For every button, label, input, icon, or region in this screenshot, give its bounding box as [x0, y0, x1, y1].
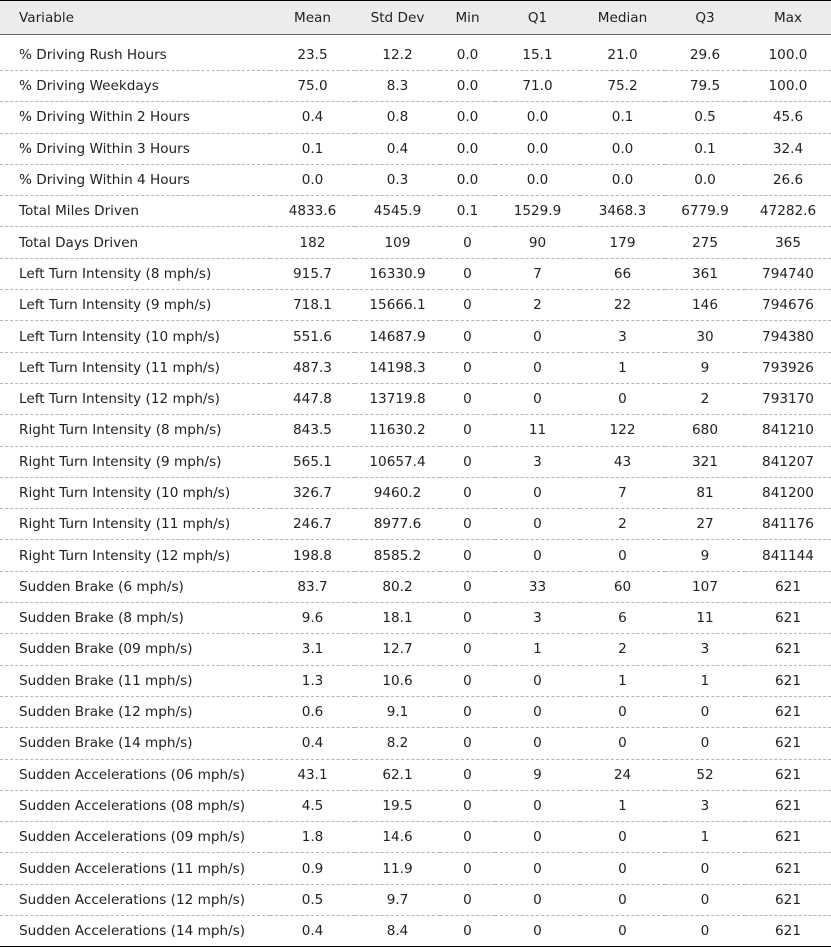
cell-q3: 0 [665, 884, 745, 915]
cell-q3: 0 [665, 728, 745, 759]
cell-variable: % Driving Within 2 Hours [0, 102, 270, 133]
table-row [0, 35, 831, 71]
cell-q1: 1529.9 [495, 196, 580, 227]
cell-q1: 0 [495, 540, 580, 571]
cell-mean: 0.1 [270, 133, 355, 164]
cell-median: 43 [580, 446, 665, 477]
cell-variable: Sudden Brake (8 mph/s) [0, 603, 270, 634]
cell-q1: 0.0 [495, 102, 580, 133]
cell-q1: 1 [495, 634, 580, 665]
cell-min: 0 [440, 603, 495, 634]
cell-std-dev: 13719.8 [355, 383, 440, 414]
cell-mean: 182 [270, 227, 355, 258]
cell-median: 0 [580, 853, 665, 884]
cell-variable: Sudden Brake (11 mph/s) [0, 665, 270, 696]
cell-median: 2 [580, 509, 665, 540]
cell-median: 1 [580, 352, 665, 383]
cell-max: 26.6 [745, 164, 831, 195]
cell-max: 621 [745, 665, 831, 696]
cell-min: 0 [440, 665, 495, 696]
table-row [0, 916, 831, 947]
cell-mean: 565.1 [270, 446, 355, 477]
header-std-dev: Std Dev [355, 1, 440, 35]
cell-median: 75.2 [580, 71, 665, 102]
cell-q3: 3 [665, 790, 745, 821]
cell-std-dev: 18.1 [355, 603, 440, 634]
cell-variable: Left Turn Intensity (8 mph/s) [0, 258, 270, 289]
cell-min: 0.0 [440, 102, 495, 133]
cell-std-dev: 8977.6 [355, 509, 440, 540]
cell-variable: Sudden Brake (09 mph/s) [0, 634, 270, 665]
cell-q3: 79.5 [665, 71, 745, 102]
cell-variable: Right Turn Intensity (11 mph/s) [0, 509, 270, 540]
cell-q3: 361 [665, 258, 745, 289]
table-row [0, 603, 831, 634]
header-mean: Mean [270, 1, 355, 35]
cell-q1: 0.0 [495, 133, 580, 164]
cell-variable: Right Turn Intensity (10 mph/s) [0, 477, 270, 508]
cell-std-dev: 0.3 [355, 164, 440, 195]
cell-q3: 52 [665, 759, 745, 790]
cell-max: 794380 [745, 321, 831, 352]
cell-q3: 680 [665, 415, 745, 446]
cell-min: 0 [440, 916, 495, 947]
cell-min: 0 [440, 853, 495, 884]
cell-median: 0 [580, 696, 665, 727]
cell-median: 66 [580, 258, 665, 289]
cell-mean: 1.3 [270, 665, 355, 696]
cell-max: 841144 [745, 540, 831, 571]
cell-variable: Sudden Brake (12 mph/s) [0, 696, 270, 727]
cell-mean: 75.0 [270, 71, 355, 102]
cell-std-dev: 14.6 [355, 822, 440, 853]
cell-median: 179 [580, 227, 665, 258]
table-header [0, 1, 831, 35]
table-body [0, 35, 831, 947]
cell-max: 621 [745, 696, 831, 727]
cell-std-dev: 9460.2 [355, 477, 440, 508]
cell-min: 0 [440, 415, 495, 446]
cell-std-dev: 12.7 [355, 634, 440, 665]
cell-mean: 43.1 [270, 759, 355, 790]
table-row [0, 540, 831, 571]
cell-mean: 3.1 [270, 634, 355, 665]
cell-mean: 9.6 [270, 603, 355, 634]
cell-q1: 0 [495, 790, 580, 821]
cell-min: 0.0 [440, 35, 495, 71]
cell-max: 841176 [745, 509, 831, 540]
cell-max: 365 [745, 227, 831, 258]
table-row [0, 790, 831, 821]
cell-std-dev: 9.7 [355, 884, 440, 915]
cell-variable: Left Turn Intensity (9 mph/s) [0, 290, 270, 321]
cell-variable: % Driving Rush Hours [0, 35, 270, 71]
cell-q1: 3 [495, 603, 580, 634]
cell-mean: 0.0 [270, 164, 355, 195]
cell-median: 0.0 [580, 133, 665, 164]
cell-mean: 198.8 [270, 540, 355, 571]
table-row [0, 258, 831, 289]
cell-min: 0.0 [440, 71, 495, 102]
cell-variable: % Driving Weekdays [0, 71, 270, 102]
cell-mean: 4833.6 [270, 196, 355, 227]
cell-median: 6 [580, 603, 665, 634]
cell-mean: 0.4 [270, 102, 355, 133]
cell-q1: 3 [495, 446, 580, 477]
cell-std-dev: 8.2 [355, 728, 440, 759]
cell-variable: Total Days Driven [0, 227, 270, 258]
cell-q1: 0 [495, 383, 580, 414]
cell-variable: Left Turn Intensity (11 mph/s) [0, 352, 270, 383]
table-row [0, 321, 831, 352]
cell-mean: 4.5 [270, 790, 355, 821]
cell-q1: 0.0 [495, 164, 580, 195]
cell-min: 0 [440, 352, 495, 383]
cell-median: 0 [580, 540, 665, 571]
table-row [0, 227, 831, 258]
table-row [0, 133, 831, 164]
cell-mean: 843.5 [270, 415, 355, 446]
cell-mean: 83.7 [270, 571, 355, 602]
header-max: Max [745, 1, 831, 35]
cell-median: 22 [580, 290, 665, 321]
cell-variable: % Driving Within 4 Hours [0, 164, 270, 195]
header-min: Min [440, 1, 495, 35]
cell-max: 793170 [745, 383, 831, 414]
table-row [0, 415, 831, 446]
cell-mean: 718.1 [270, 290, 355, 321]
cell-std-dev: 19.5 [355, 790, 440, 821]
table-row [0, 71, 831, 102]
header-variable: Variable [0, 1, 270, 35]
cell-max: 621 [745, 634, 831, 665]
cell-q1: 0 [495, 665, 580, 696]
cell-median: 0 [580, 383, 665, 414]
cell-median: 0 [580, 884, 665, 915]
cell-q3: 1 [665, 665, 745, 696]
cell-median: 0.0 [580, 164, 665, 195]
cell-min: 0.0 [440, 133, 495, 164]
cell-std-dev: 0.8 [355, 102, 440, 133]
cell-max: 621 [745, 822, 831, 853]
cell-mean: 0.9 [270, 853, 355, 884]
cell-std-dev: 11630.2 [355, 415, 440, 446]
cell-max: 794740 [745, 258, 831, 289]
cell-min: 0.1 [440, 196, 495, 227]
cell-q3: 0 [665, 916, 745, 947]
cell-median: 3468.3 [580, 196, 665, 227]
cell-min: 0 [440, 540, 495, 571]
cell-q3: 107 [665, 571, 745, 602]
cell-std-dev: 14198.3 [355, 352, 440, 383]
cell-mean: 326.7 [270, 477, 355, 508]
cell-q3: 321 [665, 446, 745, 477]
cell-q3: 275 [665, 227, 745, 258]
table-row [0, 634, 831, 665]
cell-std-dev: 14687.9 [355, 321, 440, 352]
table-row [0, 290, 831, 321]
cell-q3: 6779.9 [665, 196, 745, 227]
cell-median: 0 [580, 916, 665, 947]
cell-std-dev: 62.1 [355, 759, 440, 790]
cell-q1: 0 [495, 916, 580, 947]
cell-q3: 30 [665, 321, 745, 352]
cell-std-dev: 9.1 [355, 696, 440, 727]
cell-std-dev: 10.6 [355, 665, 440, 696]
cell-q3: 81 [665, 477, 745, 508]
cell-variable: Sudden Accelerations (06 mph/s) [0, 759, 270, 790]
cell-variable: % Driving Within 3 Hours [0, 133, 270, 164]
table-row [0, 102, 831, 133]
cell-max: 621 [745, 884, 831, 915]
cell-median: 21.0 [580, 35, 665, 71]
cell-max: 621 [745, 916, 831, 947]
cell-median: 7 [580, 477, 665, 508]
cell-mean: 487.3 [270, 352, 355, 383]
cell-variable: Sudden Accelerations (14 mph/s) [0, 916, 270, 947]
cell-min: 0 [440, 321, 495, 352]
cell-median: 24 [580, 759, 665, 790]
cell-min: 0 [440, 728, 495, 759]
cell-variable: Sudden Accelerations (08 mph/s) [0, 790, 270, 821]
cell-min: 0 [440, 759, 495, 790]
cell-mean: 0.4 [270, 728, 355, 759]
cell-max: 621 [745, 728, 831, 759]
cell-max: 100.0 [745, 71, 831, 102]
cell-min: 0 [440, 258, 495, 289]
cell-q1: 15.1 [495, 35, 580, 71]
cell-q1: 0 [495, 509, 580, 540]
cell-q1: 0 [495, 728, 580, 759]
header-row [0, 1, 831, 35]
table-row [0, 477, 831, 508]
cell-min: 0 [440, 884, 495, 915]
cell-q1: 11 [495, 415, 580, 446]
cell-max: 32.4 [745, 133, 831, 164]
cell-median: 0 [580, 728, 665, 759]
cell-mean: 551.6 [270, 321, 355, 352]
table-row [0, 383, 831, 414]
cell-min: 0 [440, 509, 495, 540]
cell-median: 2 [580, 634, 665, 665]
cell-min: 0 [440, 477, 495, 508]
cell-max: 621 [745, 571, 831, 602]
table-row [0, 164, 831, 195]
cell-variable: Right Turn Intensity (12 mph/s) [0, 540, 270, 571]
cell-mean: 246.7 [270, 509, 355, 540]
cell-mean: 23.5 [270, 35, 355, 71]
table-row [0, 822, 831, 853]
cell-median: 0.1 [580, 102, 665, 133]
table-row [0, 853, 831, 884]
cell-variable: Sudden Brake (14 mph/s) [0, 728, 270, 759]
cell-q3: 9 [665, 540, 745, 571]
cell-std-dev: 16330.9 [355, 258, 440, 289]
cell-q3: 0.0 [665, 164, 745, 195]
cell-q1: 0 [495, 352, 580, 383]
cell-q1: 9 [495, 759, 580, 790]
cell-std-dev: 8585.2 [355, 540, 440, 571]
cell-median: 60 [580, 571, 665, 602]
cell-q3: 0.1 [665, 133, 745, 164]
cell-max: 841210 [745, 415, 831, 446]
cell-std-dev: 12.2 [355, 35, 440, 71]
cell-variable: Left Turn Intensity (12 mph/s) [0, 383, 270, 414]
table-row [0, 696, 831, 727]
cell-q3: 29.6 [665, 35, 745, 71]
table-row [0, 446, 831, 477]
cell-max: 841200 [745, 477, 831, 508]
cell-std-dev: 0.4 [355, 133, 440, 164]
table-row [0, 352, 831, 383]
cell-q3: 27 [665, 509, 745, 540]
cell-q1: 0 [495, 822, 580, 853]
cell-q3: 11 [665, 603, 745, 634]
cell-variable: Left Turn Intensity (10 mph/s) [0, 321, 270, 352]
cell-q1: 33 [495, 571, 580, 602]
cell-max: 841207 [745, 446, 831, 477]
cell-max: 621 [745, 853, 831, 884]
cell-std-dev: 4545.9 [355, 196, 440, 227]
cell-max: 621 [745, 759, 831, 790]
cell-min: 0.0 [440, 164, 495, 195]
cell-max: 45.6 [745, 102, 831, 133]
cell-min: 0 [440, 571, 495, 602]
cell-std-dev: 15666.1 [355, 290, 440, 321]
cell-max: 621 [745, 603, 831, 634]
table-row [0, 728, 831, 759]
cell-mean: 0.4 [270, 916, 355, 947]
cell-min: 0 [440, 696, 495, 727]
header-median: Median [580, 1, 665, 35]
cell-max: 793926 [745, 352, 831, 383]
cell-std-dev: 80.2 [355, 571, 440, 602]
cell-q3: 9 [665, 352, 745, 383]
cell-min: 0 [440, 383, 495, 414]
cell-q1: 90 [495, 227, 580, 258]
table-row [0, 759, 831, 790]
cell-q3: 2 [665, 383, 745, 414]
cell-q3: 3 [665, 634, 745, 665]
cell-min: 0 [440, 227, 495, 258]
cell-variable: Sudden Accelerations (09 mph/s) [0, 822, 270, 853]
cell-mean: 915.7 [270, 258, 355, 289]
cell-mean: 1.8 [270, 822, 355, 853]
table-row [0, 884, 831, 915]
cell-q1: 0 [495, 696, 580, 727]
header-q1: Q1 [495, 1, 580, 35]
cell-q3: 0 [665, 696, 745, 727]
table-row [0, 665, 831, 696]
cell-mean: 0.5 [270, 884, 355, 915]
cell-variable: Sudden Accelerations (12 mph/s) [0, 884, 270, 915]
cell-median: 122 [580, 415, 665, 446]
cell-q1: 0 [495, 884, 580, 915]
cell-q1: 0 [495, 853, 580, 884]
cell-q1: 0 [495, 321, 580, 352]
cell-min: 0 [440, 822, 495, 853]
cell-median: 0 [580, 822, 665, 853]
header-q3: Q3 [665, 1, 745, 35]
cell-q1: 7 [495, 258, 580, 289]
cell-q3: 1 [665, 822, 745, 853]
cell-variable: Sudden Accelerations (11 mph/s) [0, 853, 270, 884]
cell-q3: 0.5 [665, 102, 745, 133]
cell-std-dev: 109 [355, 227, 440, 258]
cell-median: 1 [580, 790, 665, 821]
cell-q1: 0 [495, 477, 580, 508]
cell-std-dev: 8.4 [355, 916, 440, 947]
cell-variable: Sudden Brake (6 mph/s) [0, 571, 270, 602]
cell-min: 0 [440, 290, 495, 321]
table-row [0, 571, 831, 602]
cell-std-dev: 10657.4 [355, 446, 440, 477]
cell-median: 3 [580, 321, 665, 352]
cell-median: 1 [580, 665, 665, 696]
cell-max: 47282.6 [745, 196, 831, 227]
cell-min: 0 [440, 634, 495, 665]
cell-q3: 0 [665, 853, 745, 884]
table-row [0, 196, 831, 227]
cell-variable: Total Miles Driven [0, 196, 270, 227]
cell-std-dev: 11.9 [355, 853, 440, 884]
cell-q1: 2 [495, 290, 580, 321]
cell-max: 100.0 [745, 35, 831, 71]
table-row [0, 509, 831, 540]
cell-mean: 0.6 [270, 696, 355, 727]
cell-min: 0 [440, 790, 495, 821]
cell-max: 621 [745, 790, 831, 821]
cell-variable: Right Turn Intensity (9 mph/s) [0, 446, 270, 477]
cell-mean: 447.8 [270, 383, 355, 414]
cell-min: 0 [440, 446, 495, 477]
cell-max: 794676 [745, 290, 831, 321]
cell-q1: 71.0 [495, 71, 580, 102]
cell-q3: 146 [665, 290, 745, 321]
cell-std-dev: 8.3 [355, 71, 440, 102]
cell-variable: Right Turn Intensity (8 mph/s) [0, 415, 270, 446]
